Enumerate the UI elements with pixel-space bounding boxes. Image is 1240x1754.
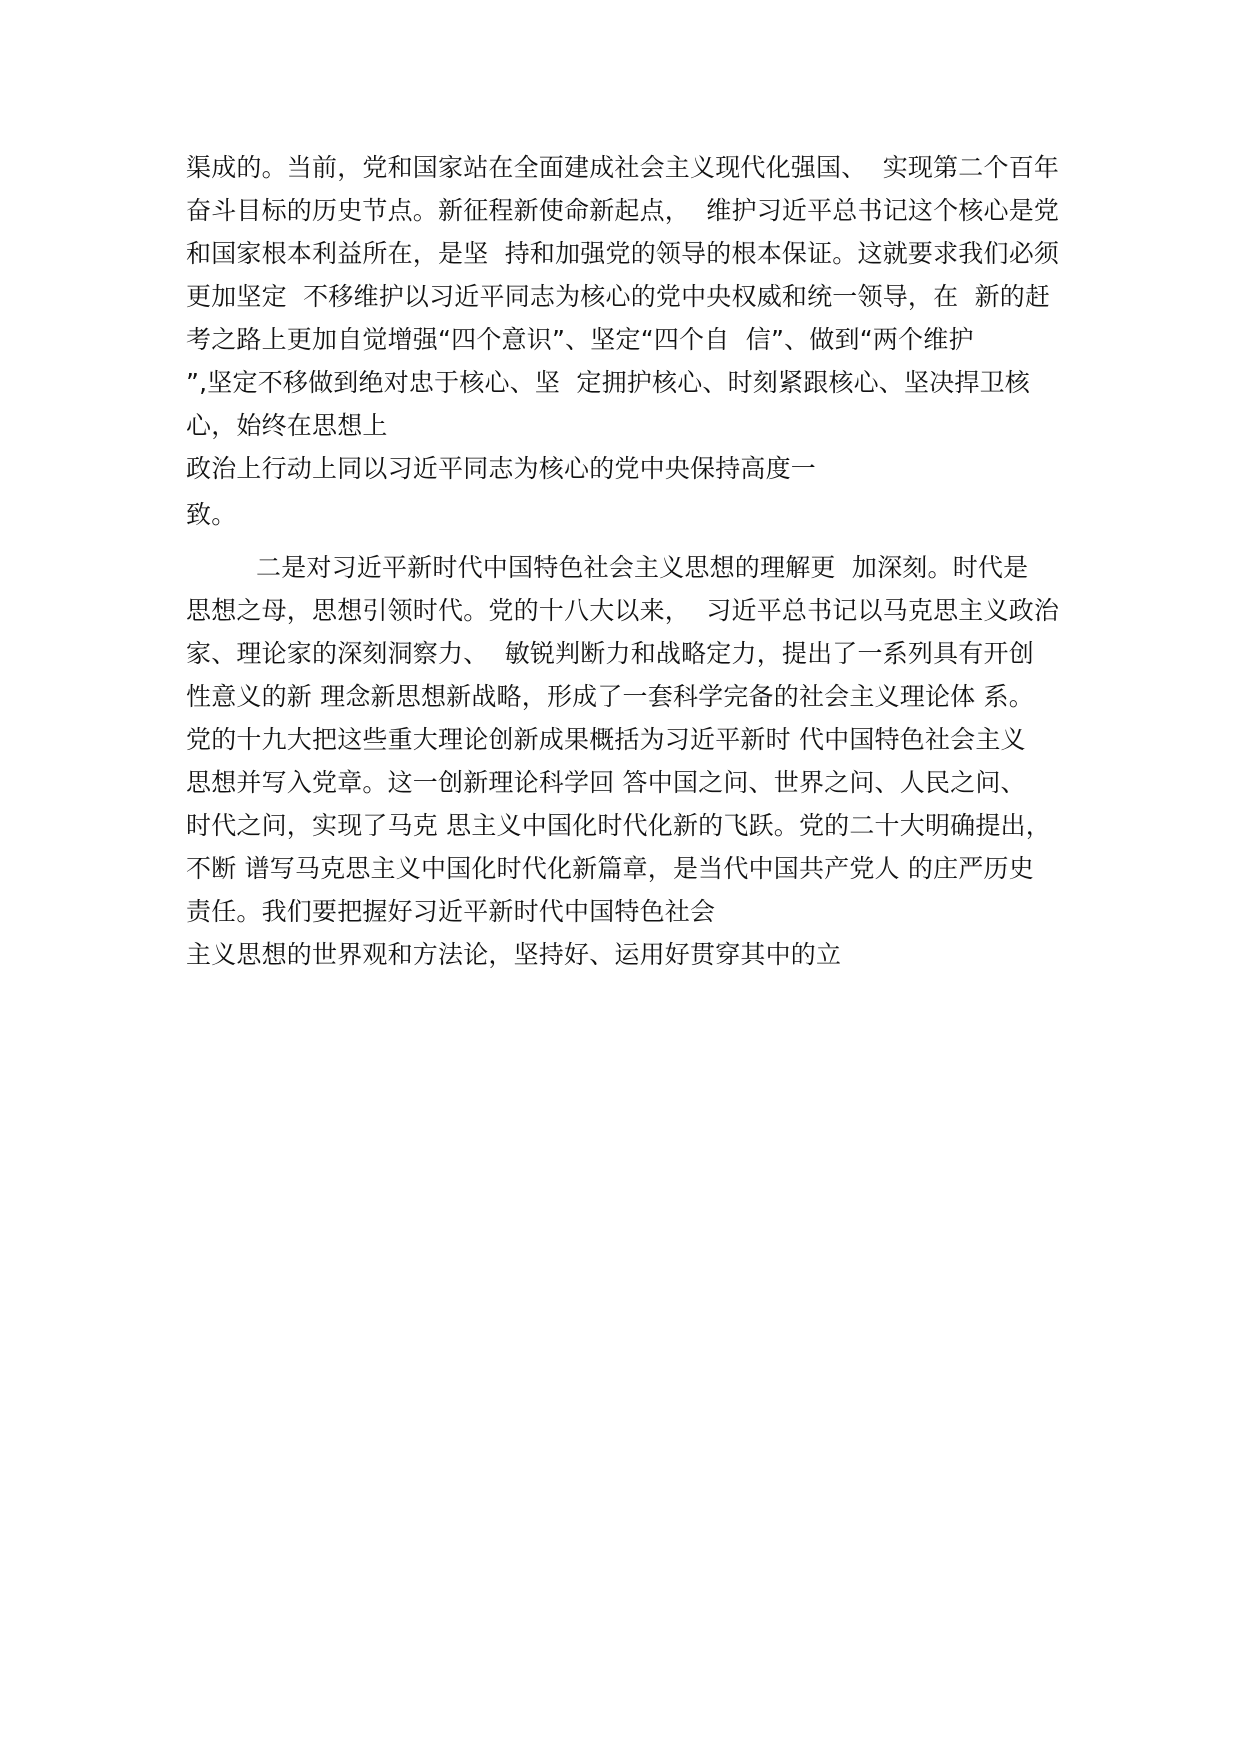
text-line: 致。 bbox=[186, 500, 237, 529]
text-line: 党的十九大把这些重大理论创新成果概括为习近平新时 代中国特色社会主义 bbox=[186, 725, 1026, 754]
text-line: 更加坚定 不移维护以习近平同志为核心的党中央权威和统一领导，在 新的赶 bbox=[186, 282, 1051, 311]
text-line: 时代之问，实现了马克 思主义中国化时代化新的飞跃。党的二十大明确提出， bbox=[186, 811, 1051, 840]
text-line: 和国家根本利益所在，是坚 持和加强党的领导的根本保证。这就要求我们必须 bbox=[186, 239, 1060, 268]
text-line: 性意义的新 理念新思想新战略，形成了一套科学完备的社会主义理论体 系。 bbox=[186, 682, 1034, 711]
text-line: 不断 谱写马克思主义中国化时代化新篇章，是当代中国共产党人 的庄严历史 bbox=[186, 854, 1034, 883]
text-line: 渠成的。当前，党和国家站在全面建成社会主义现代化强国、 实现第二个百年 bbox=[186, 153, 1060, 182]
text-line: 考之路上更加自觉增强“四个意识”、坚定“四个自 信”、做到“两个维护 bbox=[186, 325, 974, 354]
paragraph-first-line: 二是对习近平新时代中国特色社会主义思想的理解更 加深刻。时代是 bbox=[256, 553, 1029, 582]
text-line: 主义思想的世界观和方法论，坚持好、运用好贯穿其中的立 bbox=[186, 940, 842, 969]
text-line: ”,坚定不移做到绝对忠于核心、坚 定拥护核心、时刻紧跟核心、坚决捍卫核 bbox=[186, 368, 1030, 397]
text-line: 思想并写入党章。这一创新理论科学回 答中国之问、世界之问、人民之问、 bbox=[186, 768, 1026, 797]
text-line: 奋斗目标的历史节点。新征程新使命新起点， 维护习近平总书记这个核心是党 bbox=[186, 196, 1060, 225]
text-line: 家、理论家的深刻洞察力、 敏锐判断力和战略定力，提出了一系列具有开创 bbox=[186, 639, 1034, 668]
text-line: 思想之母，思想引领时代。党的十八大以来， 习近平总书记以马克思主义政治 bbox=[186, 596, 1060, 625]
text-line: 心，始终在思想上 bbox=[186, 411, 388, 440]
text-line: 政治上行动上同以习近平同志为核心的党中央保持高度一 bbox=[186, 454, 817, 483]
text-line: 责任。我们要把握好习近平新时代中国特色社会 bbox=[186, 897, 716, 926]
